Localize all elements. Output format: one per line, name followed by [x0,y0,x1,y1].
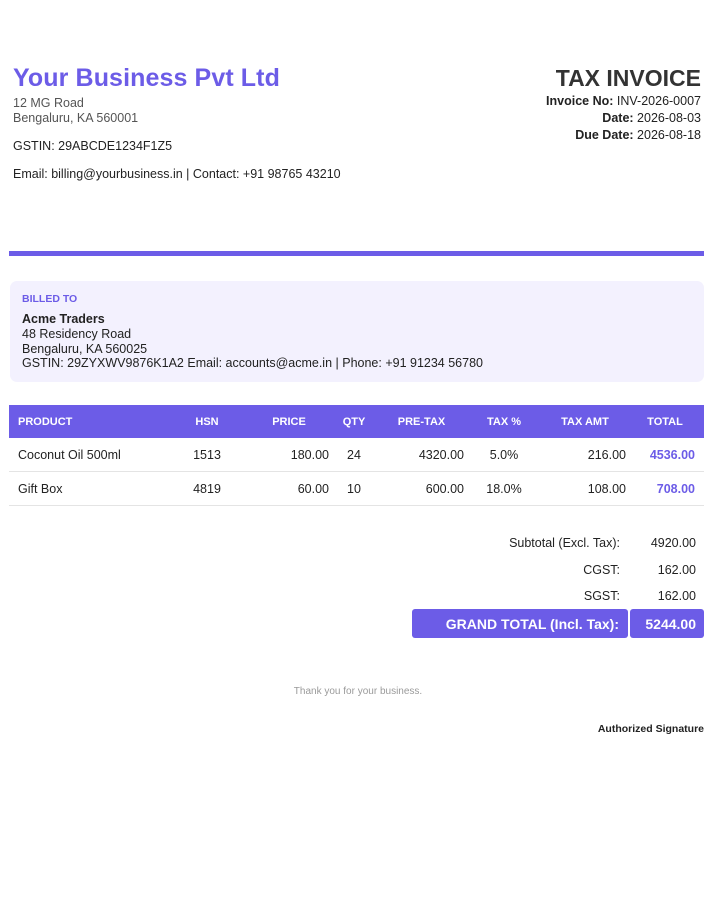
line-items-table [9,405,704,506]
billed-to-name: Acme Traders [22,312,105,326]
cell-product: Gift Box [9,472,165,506]
subtotal-label: Subtotal (Excl. Tax): [509,536,620,550]
cell-hsn: 1513 [165,438,249,472]
billed-to-address-line2: Bengaluru, KA 560025 [22,342,148,356]
header-price: PRICE [249,405,329,438]
invoice-date: 2026-08-03 [637,111,701,125]
table-header-row [9,405,704,438]
invoice-date-label: Date: [602,111,634,125]
thank-you-note: Thank you for your business. [293,686,423,697]
cell-pre-tax: 600.00 [379,472,464,506]
cell-price: 60.00 [249,472,329,506]
invoice-number-row [546,94,701,108]
cell-total: 4536.00 [626,438,704,472]
header-qty: QTY [329,405,379,438]
table-row [9,438,704,472]
billed-to-details: GSTIN: 29ZYXWV9876K1A2 Email: accounts@acme.in | Phone: +91 91234 56780 [22,356,483,370]
header-divider [9,251,704,256]
sgst-value: 162.00 [657,589,696,603]
header-product: PRODUCT [9,405,165,438]
cell-tax-amount: 108.00 [544,472,626,506]
cgst-label: CGST: [583,563,620,577]
header-tax-percent: TAX % [464,405,544,438]
cell-hsn: 4819 [165,472,249,506]
cell-tax-amount: 216.00 [544,438,626,472]
header-hsn: HSN [165,405,249,438]
business-address-line2: Bengaluru, KA 560001 [13,111,139,125]
business-contact: Email: billing@yourbusiness.in | Contact: +91 98765 43210 [13,167,341,181]
cell-qty: 24 [329,438,379,472]
header-total: TOTAL [626,405,704,438]
grand-total-label: GRAND TOTAL (Incl. Tax): [412,609,628,638]
invoice-due-date-row [575,128,701,142]
invoice-title: TAX INVOICE [555,65,701,91]
billed-to-address-line1: 48 Residency Road [22,327,132,341]
invoice-date-row [602,111,701,125]
invoice-due-date-label: Due Date: [575,128,634,142]
business-name: Your Business Pvt Ltd [13,64,280,92]
cell-tax-percent: 18.0% [464,472,544,506]
header-pre-tax: PRE-TAX [379,405,464,438]
sgst-label: SGST: [583,589,620,603]
authorized-signature-label: Authorized Signature [597,723,704,735]
invoice-number: INV-2026-0007 [616,94,701,108]
cell-pre-tax: 4320.00 [379,438,464,472]
cell-price: 180.00 [249,438,329,472]
business-gstin: GSTIN: 29ABCDE1234F1Z5 [13,139,173,153]
cell-qty: 10 [329,472,379,506]
table-row [9,472,704,506]
subtotal-value: 4920.00 [650,536,696,550]
invoice-number-label: Invoice No: [546,94,614,108]
header-tax-amount: TAX AMT [544,405,626,438]
cell-product: Coconut Oil 500ml [9,438,165,472]
cell-tax-percent: 5.0% [464,438,544,472]
invoice-due-date: 2026-08-18 [637,128,701,142]
billed-to-label: BILLED TO [22,293,78,305]
billed-to-box [10,281,704,382]
grand-total-value: 5244.00 [630,609,704,638]
cell-total: 708.00 [626,472,704,506]
cgst-value: 162.00 [657,563,696,577]
business-address-line1: 12 MG Road [13,96,84,110]
